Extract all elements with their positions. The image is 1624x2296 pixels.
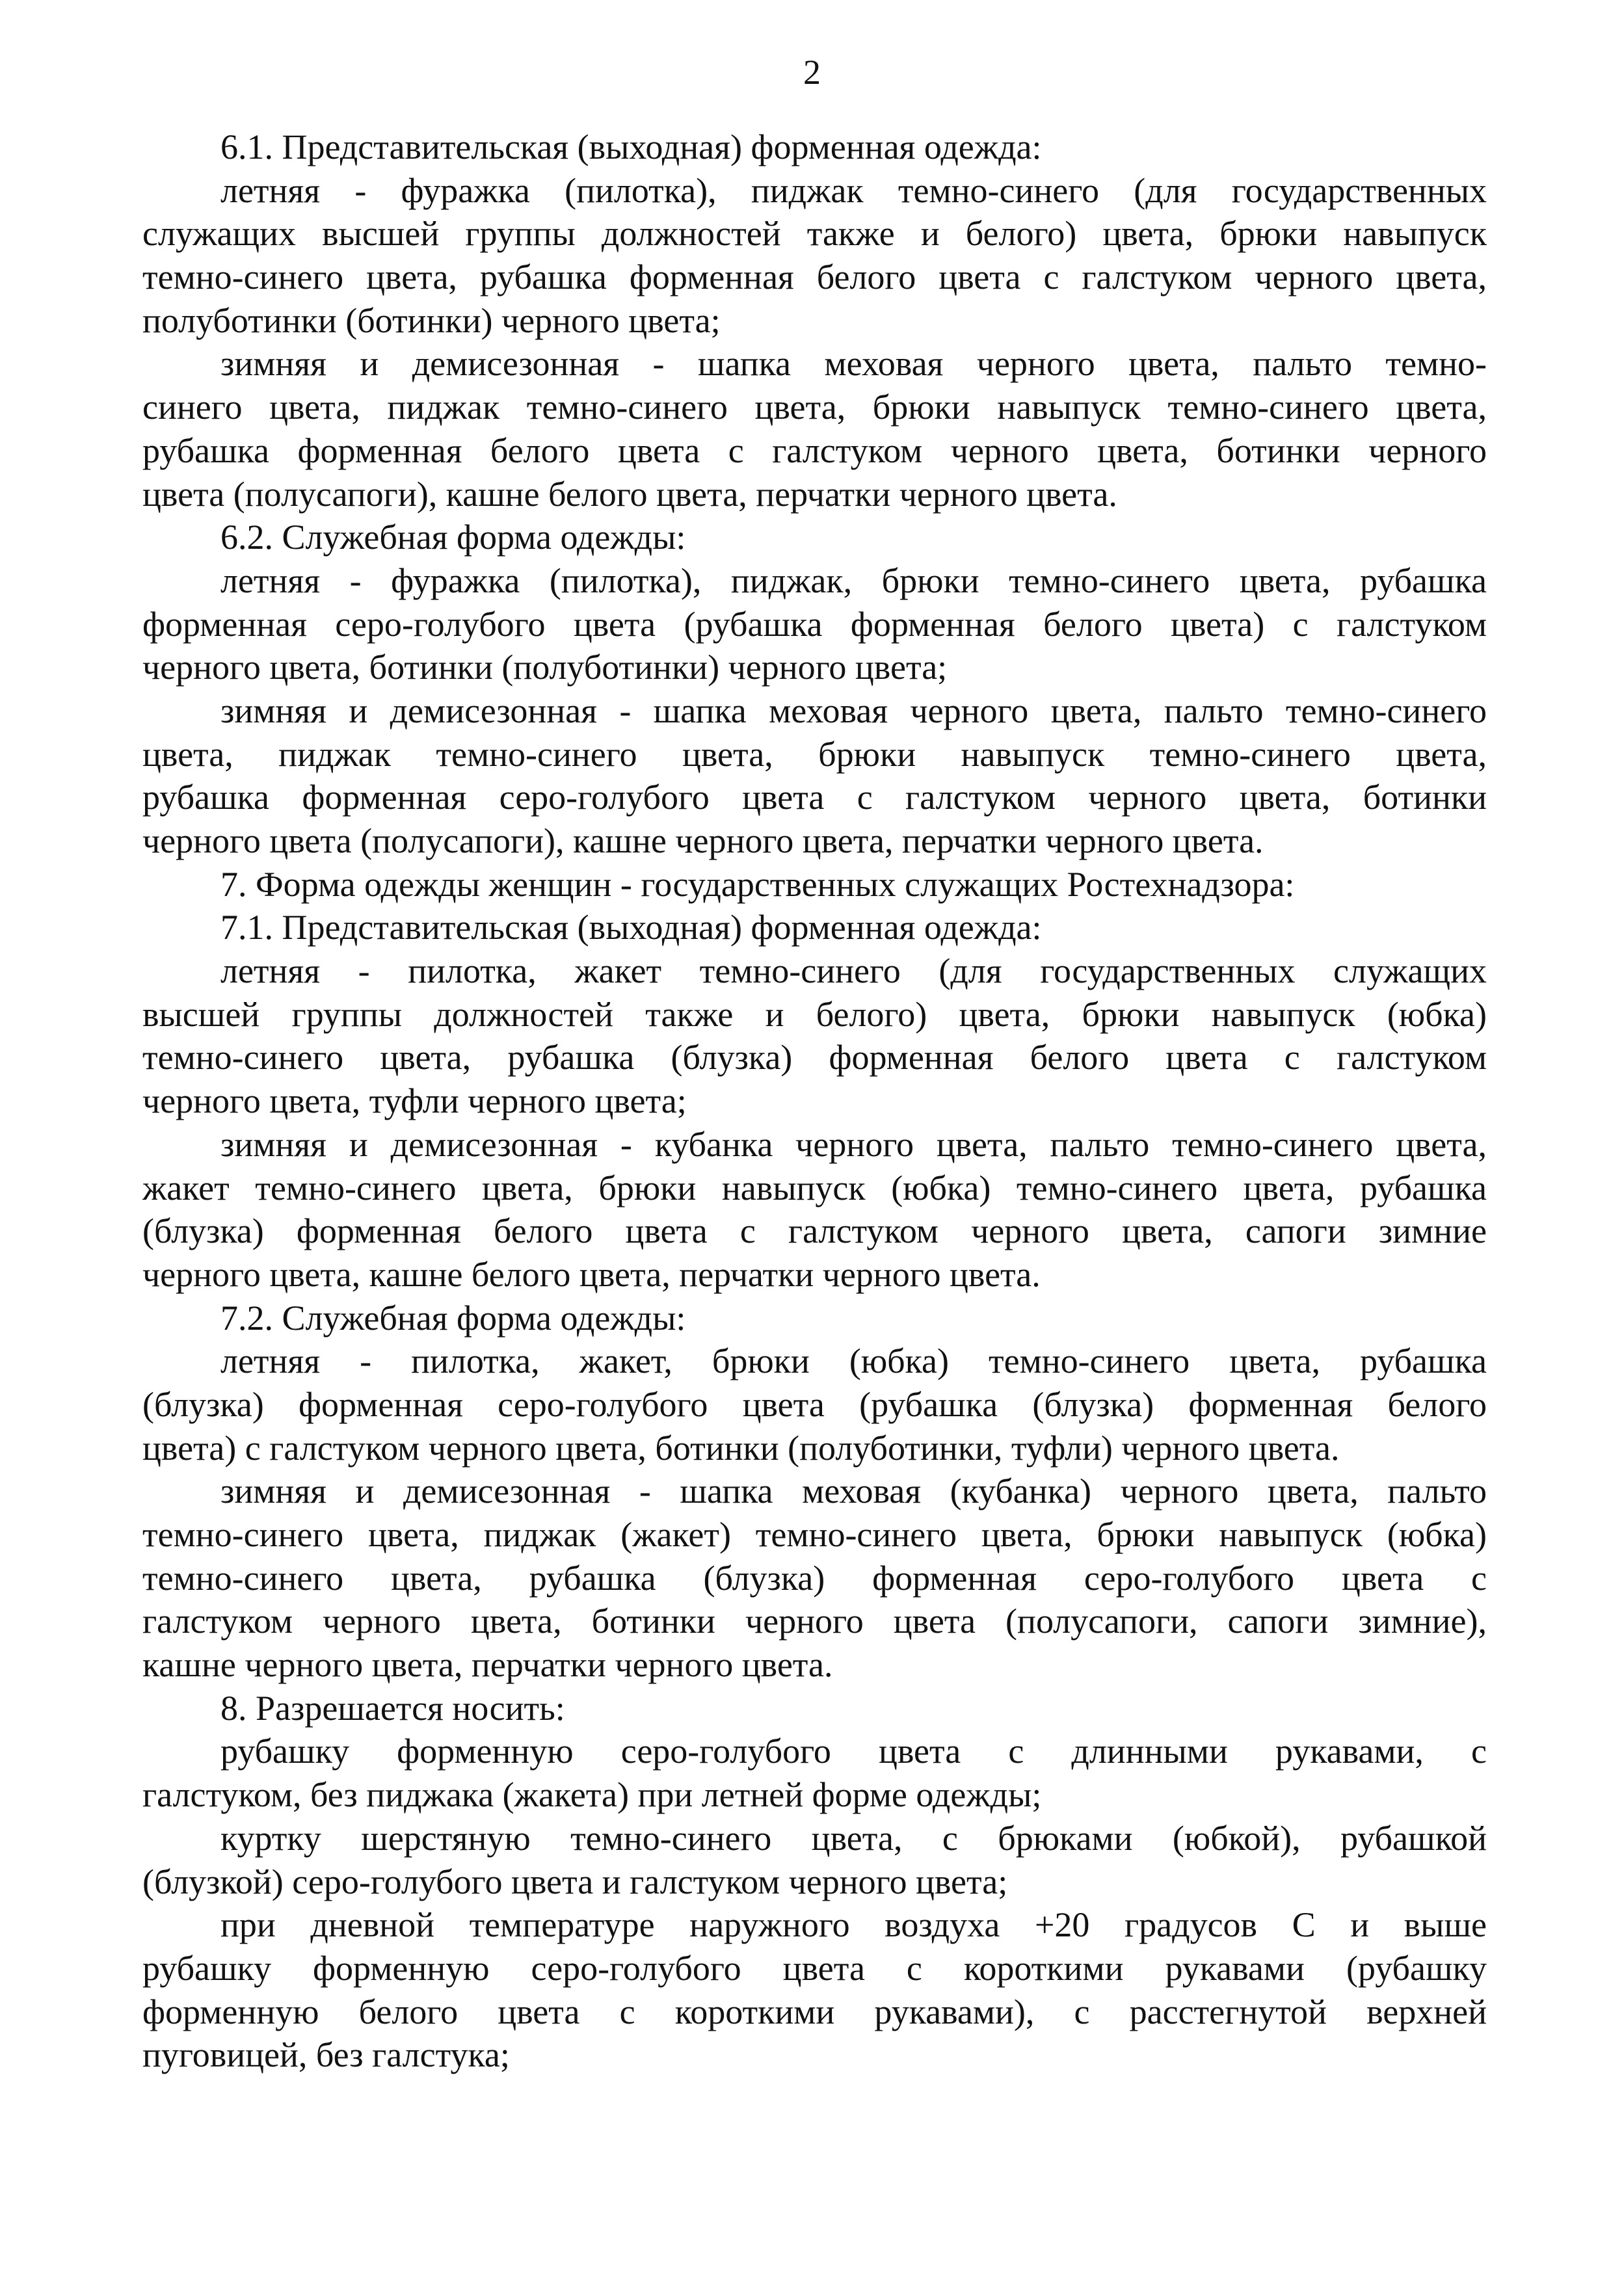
document-body: [142, 125, 1487, 2077]
paragraph: [142, 516, 1487, 559]
text-line: зимняя и демисезонная - кубанка черного цвета, пальто темно-синего цвета,: [220, 1124, 1487, 1164]
text-line: 7.2. Служебная форма одежды:: [220, 1298, 686, 1338]
text-line: 8. Разрешается носить:: [220, 1688, 565, 1728]
text-line: пуговицей, без галстука;: [142, 2035, 510, 2075]
paragraph: [142, 1339, 1487, 1470]
text-line: зимняя и демисезонная - шапка меховая (кубанка) черного цвета, пальто: [220, 1471, 1487, 1511]
text-line: цвета (полусапоги), кашне белого цвета, перчатки черного цвета.: [142, 474, 1117, 514]
text-line: зимняя и демисезонная - шапка меховая черного цвета, пальто темно-: [220, 344, 1487, 384]
text-line: кашне черного цвета, перчатки черного цвета.: [142, 1645, 833, 1685]
text-line: темно-синего цвета, рубашка (блузка) форменная серо-голубого цвета с: [142, 1558, 1487, 1598]
text-line: черного цвета, ботинки (полуботинки) черного цвета;: [142, 648, 948, 687]
paragraph: [142, 906, 1487, 949]
paragraph: [142, 1687, 1487, 1730]
text-line: черного цвета, кашне белого цвета, перчатки черного цвета.: [142, 1254, 1041, 1294]
text-line: 6.1. Представительская (выходная) форменная одежда:: [220, 127, 1042, 166]
paragraph: [142, 1730, 1487, 1816]
text-line: (блузкой) серо-голубого цвета и галстуком черного цвета;: [142, 1862, 1008, 1901]
text-line: летняя - пилотка, жакет темно-синего (для государственных служащих: [220, 951, 1487, 991]
paragraph: [142, 863, 1487, 906]
paragraph: [142, 559, 1487, 689]
text-line: форменную белого цвета с короткими рукавами), с расстегнутой верхней: [142, 1992, 1487, 2031]
text-line: зимняя и демисезонная - шапка меховая черного цвета, пальто темно-синего: [220, 691, 1487, 730]
text-line: форменная серо-голубого цвета (рубашка форменная белого цвета) с галстуком: [142, 604, 1487, 644]
text-line: цвета, пиджак темно-синего цвета, брюки навыпуск темно-синего цвета,: [142, 734, 1487, 774]
text-line: рубашку форменную серо-голубого цвета с длинными рукавами, с: [220, 1732, 1487, 1771]
text-line: летняя - пилотка, жакет, брюки (юбка) темно-синего цвета, рубашка: [220, 1341, 1487, 1381]
text-line: галстуком черного цвета, ботинки черного цвета (полусапоги, сапоги зимние),: [142, 1602, 1487, 1641]
paragraph: [142, 1817, 1487, 1903]
text-line: летняя - фуражка (пилотка), пиджак темно-синего (для государственных: [220, 170, 1487, 210]
paragraph: [142, 342, 1487, 516]
paragraph: [142, 949, 1487, 1123]
text-line: (блузка) форменная белого цвета с галстуком черного цвета, сапоги зимние: [142, 1211, 1487, 1251]
text-line: 7. Форма одежды женщин - государственных служащих Ростехнадзора:: [220, 864, 1295, 904]
text-line: черного цвета, туфли черного цвета;: [142, 1081, 687, 1121]
paragraph: [142, 1297, 1487, 1340]
text-line: рубашка форменная серо-голубого цвета с галстуком черного цвета, ботинки: [142, 778, 1487, 817]
text-line: галстуком, без пиджака (жакета) при летней форме одежды;: [142, 1775, 1042, 1815]
paragraph: [142, 689, 1487, 863]
text-line: черного цвета (полусапоги), кашне черного цвета, перчатки черного цвета.: [142, 821, 1264, 860]
text-line: 7.1. Представительская (выходная) форменная одежда:: [220, 908, 1042, 947]
text-line: высшей группы должностей также и белого) цвета, брюки навыпуск (юбка): [142, 994, 1487, 1034]
text-line: синего цвета, пиджак темно-синего цвета, брюки навыпуск темно-синего цвета,: [142, 388, 1487, 427]
paragraph: [142, 125, 1487, 169]
text-line: летняя - фуражка (пилотка), пиджак, брюки темно-синего цвета, рубашка: [220, 561, 1487, 600]
text-line: рубашка форменная белого цвета с галстуком черного цвета, ботинки черного: [142, 430, 1487, 470]
text-line: темно-синего цвета, пиджак (жакет) темно-синего цвета, брюки навыпуск (юбка): [142, 1515, 1487, 1554]
text-line: темно-синего цвета, рубашка (блузка) форменная белого цвета с галстуком: [142, 1038, 1487, 1077]
text-line: 6.2. Служебная форма одежды:: [220, 518, 686, 557]
paragraph: [142, 1903, 1487, 2077]
text-line: служащих высшей группы должностей также и белого) цвета, брюки навыпуск: [142, 214, 1487, 254]
text-line: жакет темно-синего цвета, брюки навыпуск (юбка) темно-синего цвета, рубашка: [142, 1168, 1487, 1207]
page-number: 2: [803, 53, 821, 92]
text-line: цвета) с галстуком черного цвета, ботинки (полуботинки, туфли) черного цвета.: [142, 1428, 1340, 1468]
text-line: (блузка) форменная серо-голубого цвета (рубашка (блузка) форменная белого: [142, 1384, 1487, 1424]
paragraph: [142, 1123, 1487, 1297]
paragraph: [142, 1470, 1487, 1686]
text-line: при дневной температуре наружного воздуха +20 градусов С и выше: [220, 1905, 1487, 1945]
text-line: рубашку форменную серо-голубого цвета с короткими рукавами (рубашку: [142, 1948, 1487, 1988]
text-line: куртку шерстяную темно-синего цвета, с брюками (юбкой), рубашкой: [220, 1818, 1487, 1858]
text-line: темно-синего цвета, рубашка форменная белого цвета с галстуком черного цвета,: [142, 257, 1487, 297]
text-line: полуботинки (ботинки) черного цвета;: [142, 300, 721, 340]
paragraph: [142, 169, 1487, 343]
